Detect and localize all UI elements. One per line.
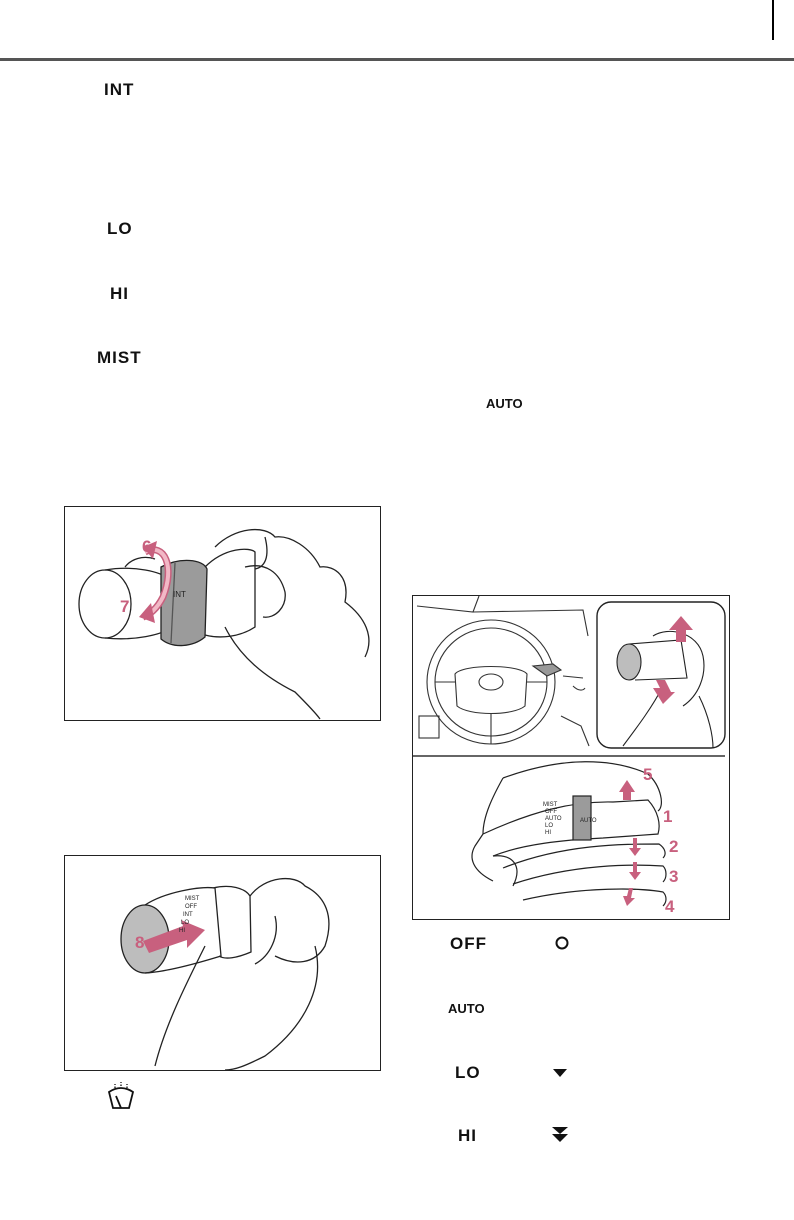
header-margin-line: [772, 0, 774, 40]
stalk-mark-auto-3: AUTO: [545, 816, 562, 822]
stalk-mark-lo-3: LO: [545, 823, 554, 829]
ring-text: INT: [173, 590, 186, 599]
label-auto-inline: AUTO: [486, 396, 523, 411]
mode-hi-label: HI: [458, 1126, 477, 1145]
label-int: INT: [104, 80, 135, 99]
figure-wiper-stalk: [412, 595, 730, 920]
figure-washer-pull-drawing: [65, 856, 380, 1070]
single-triangle-icon: [552, 1066, 568, 1078]
callout-4: 4: [665, 897, 675, 916]
callout-2: 2: [669, 837, 679, 856]
ring-text-auto: AUTO: [580, 818, 597, 824]
stalk-mark-hi-3: HI: [545, 830, 551, 836]
stalk-mark-int: INT: [183, 912, 193, 918]
stalk-mark-off: OFF: [185, 904, 197, 910]
callout-3: 3: [669, 867, 679, 886]
callout-7: 7: [120, 597, 130, 616]
arrow-5: [619, 780, 635, 800]
label-mist: MIST: [97, 348, 142, 367]
stalk-mark-off-3: OFF: [545, 809, 557, 815]
mode-lo-label: LO: [455, 1063, 481, 1082]
circle-icon: [554, 935, 570, 951]
arrow-2: [629, 838, 641, 856]
mode-off-label: OFF: [450, 934, 487, 953]
figure-wiper-stalk-drawing: [413, 596, 729, 919]
stalk-mark-mist: MIST: [185, 896, 200, 902]
stalk-mark-lo: LO: [181, 920, 190, 926]
callout-5: 5: [643, 765, 653, 784]
zoom-inset: [597, 602, 725, 748]
stalk-mark-mist-3: MIST: [543, 802, 558, 808]
mode-auto-label: AUTO: [448, 1001, 485, 1016]
windshield-washer-icon: [106, 1082, 136, 1112]
arrow-4: [623, 888, 635, 906]
figure-int-adjust: [64, 506, 381, 721]
figure-washer-pull: [64, 855, 381, 1071]
callout-6: 6: [142, 537, 152, 556]
label-lo: LO: [107, 219, 133, 238]
double-triangle-icon: [551, 1126, 569, 1144]
figure-int-adjust-drawing: [65, 507, 380, 720]
header-rule: [0, 58, 794, 61]
stalk-mark-hi: HI: [179, 928, 185, 934]
callout-1: 1: [663, 807, 673, 826]
label-hi: HI: [110, 284, 129, 303]
callout-8: 8: [135, 933, 145, 952]
